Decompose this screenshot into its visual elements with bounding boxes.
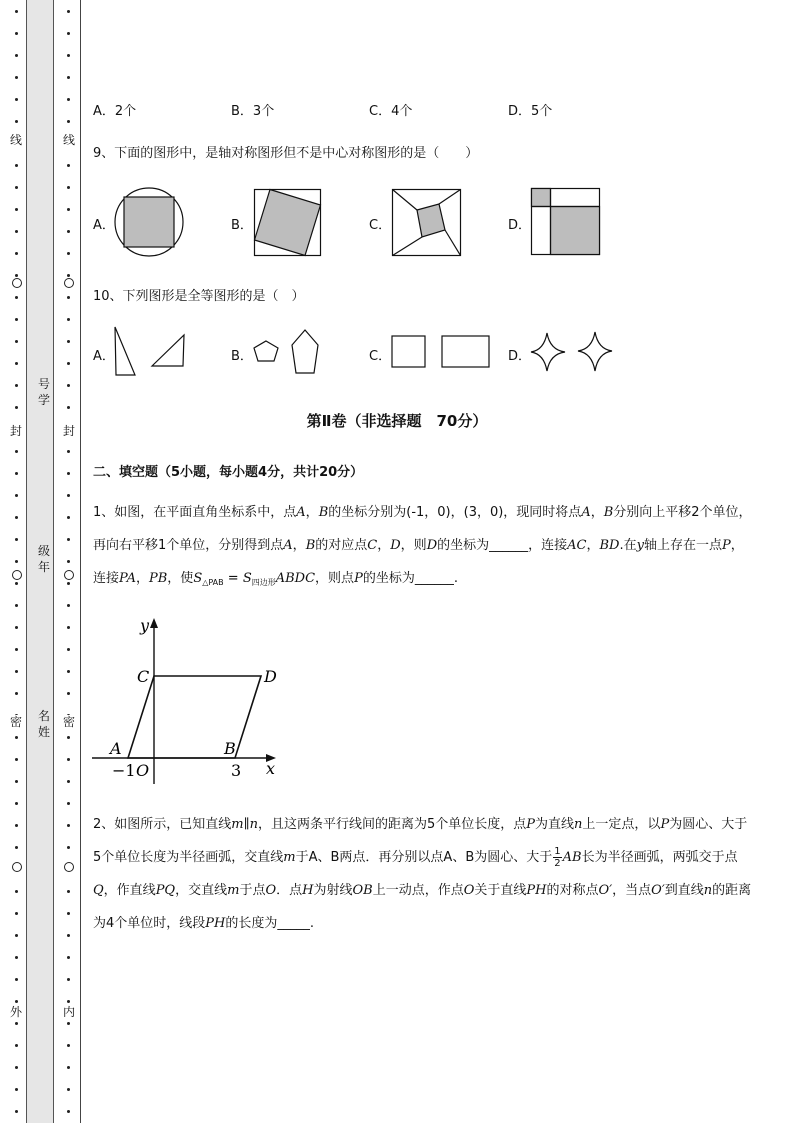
- margin-dot: [15, 736, 18, 739]
- q9-option-d-letter[interactable]: D．: [508, 218, 532, 233]
- margin-dot: [15, 978, 18, 981]
- margin-dot: [15, 76, 18, 79]
- margin-dot: [15, 252, 18, 255]
- q8-option-b[interactable]: B．3个: [231, 104, 275, 119]
- margin-dot: [15, 692, 18, 695]
- section-title: 第Ⅱ卷（非选择题 70分）: [306, 412, 488, 430]
- student-number-field: 号学: [37, 377, 50, 407]
- margin-dot: [15, 912, 18, 915]
- margin-rule: [80, 0, 81, 1123]
- margin-dot: [67, 1044, 70, 1047]
- margin-dot: [15, 1066, 18, 1069]
- circle-with-square-figure: [114, 187, 186, 259]
- label-o: O: [136, 761, 150, 780]
- margin-dot: [67, 626, 70, 629]
- margin-dot: [67, 472, 70, 475]
- inner-circle: [64, 570, 74, 580]
- q9-option-b-letter[interactable]: B．: [231, 218, 253, 233]
- q10-option-b-letter[interactable]: B．: [231, 349, 253, 364]
- margin-dot: [15, 824, 18, 827]
- margin-dot: [67, 208, 70, 211]
- q9-option-c-letter[interactable]: C．: [369, 218, 392, 233]
- inner-word-mi: 密: [59, 715, 79, 729]
- margin-dot: [15, 164, 18, 167]
- margin-dot: [67, 32, 70, 35]
- partitioned-rectangle-figure: [531, 188, 601, 256]
- margin-dot: [15, 1044, 18, 1047]
- margin-dot: [15, 10, 18, 13]
- margin-dot: [15, 230, 18, 233]
- margin-dot: [15, 406, 18, 409]
- inner-dot-column: [64, 0, 74, 1123]
- margin-dot: [15, 296, 18, 299]
- margin-dot: [15, 450, 18, 453]
- margin-dot: [67, 54, 70, 57]
- margin-dot: [67, 450, 70, 453]
- margin-dot: [15, 846, 18, 849]
- coordinate-figure: [88, 612, 288, 792]
- label-b: B: [224, 739, 236, 758]
- margin-dot: [67, 98, 70, 101]
- parallelogram-abdc: [128, 676, 261, 758]
- margin-dot: [67, 978, 70, 981]
- part-two-heading: 二、填空题（5小题，每小题4分，共计20分）: [93, 465, 364, 480]
- square-and-rectangle-figure: [391, 335, 493, 371]
- margin-dot: [67, 912, 70, 915]
- margin-dot: [67, 538, 70, 541]
- inner-circle: [64, 278, 74, 288]
- margin-dot: [15, 318, 18, 321]
- margin-dot: [15, 1022, 18, 1025]
- tick-3: 3: [231, 761, 242, 780]
- q9-option-a-letter[interactable]: A．: [93, 218, 115, 233]
- margin-dot: [15, 186, 18, 189]
- margin-dot: [67, 846, 70, 849]
- pinwheel-square-figure: [392, 189, 462, 257]
- margin-dot: [15, 1000, 18, 1003]
- q8-option-c[interactable]: C．4个: [369, 104, 413, 119]
- q8-option-a[interactable]: A．2个: [93, 104, 137, 119]
- margin-dot: [67, 76, 70, 79]
- outer-circle: [12, 278, 22, 288]
- q10-option-a-letter[interactable]: A．: [93, 349, 115, 364]
- name-field: 名姓: [37, 709, 50, 739]
- margin-dot: [15, 956, 18, 959]
- inner-word-xian: 线: [59, 133, 79, 147]
- margin-dot: [15, 494, 18, 497]
- inner-word-nei: 内: [59, 1005, 79, 1019]
- margin-dot: [15, 934, 18, 937]
- margin-dot: [67, 318, 70, 321]
- margin-dot: [15, 1088, 18, 1091]
- q8-option-d[interactable]: D．5个: [508, 104, 553, 119]
- two-triangles-figure: [113, 326, 188, 378]
- margin-dot: [15, 98, 18, 101]
- margin-dot: [15, 648, 18, 651]
- q10-option-c-letter[interactable]: C．: [369, 349, 392, 364]
- margin-dot: [67, 186, 70, 189]
- margin-dot: [15, 208, 18, 211]
- two-four-point-stars-figure: [530, 331, 614, 375]
- margin-dot: [67, 824, 70, 827]
- label-a: A: [110, 739, 122, 758]
- margin-dot: [15, 582, 18, 585]
- margin-dot: [67, 1000, 70, 1003]
- margin-dot: [67, 934, 70, 937]
- margin-dot: [67, 494, 70, 497]
- margin-dot: [15, 780, 18, 783]
- margin-dot: [15, 362, 18, 365]
- margin-dot: [67, 560, 70, 563]
- margin-dot: [67, 362, 70, 365]
- outer-circle: [12, 570, 22, 580]
- margin-dot: [67, 758, 70, 761]
- rotated-square-in-square-figure: [254, 189, 322, 257]
- inner-circle: [64, 862, 74, 872]
- label-y: y: [140, 616, 150, 635]
- outer-dot-column: [12, 0, 22, 1123]
- margin-dot: [67, 230, 70, 233]
- grade-field: 级年: [37, 544, 50, 574]
- outer-circle: [12, 862, 22, 872]
- margin-dot: [15, 1110, 18, 1113]
- margin-dot: [67, 736, 70, 739]
- margin-dot: [67, 274, 70, 277]
- margin-dot: [67, 1088, 70, 1091]
- margin-dot: [15, 670, 18, 673]
- margin-dot: [15, 560, 18, 563]
- margin-dot: [15, 626, 18, 629]
- margin-dot: [67, 10, 70, 13]
- margin-dot: [15, 32, 18, 35]
- fill-question-1: 1、如图，在平面直角坐标系中，点A，B的坐标分别为(-1，0)，(3，0)，现同时将点A，B分别向上平移2个单位，再向右平移1个单位，分别得到点A，B的对应点C，D，则D的坐标为______，连接AC，BD.在y轴上存在一点P，连接PA，PB，使$S_{\triangle PAB}$ = $S_{四边形}ABDC$，则点P的坐标为______.: [93, 505, 752, 587]
- two-pentagons-figure: [253, 328, 323, 376]
- q10-stem: 10、下列图形是全等图形的是（ ）: [93, 289, 305, 304]
- margin-dot: [15, 340, 18, 343]
- margin-dot: [67, 648, 70, 651]
- outer-word-feng: 封: [6, 424, 26, 438]
- margin-dot: [15, 890, 18, 893]
- margin-dot: [15, 472, 18, 475]
- fraction-one-half: $\frac{1}{2}$: [554, 846, 561, 869]
- margin-dot: [15, 604, 18, 607]
- outer-word-mi: 密: [6, 715, 26, 729]
- margin-dot: [15, 802, 18, 805]
- q10-option-d-letter[interactable]: D．: [508, 349, 532, 364]
- margin-dot: [67, 1066, 70, 1069]
- margin-dot: [67, 406, 70, 409]
- margin-dot: [67, 164, 70, 167]
- margin-dot: [15, 120, 18, 123]
- margin-dot: [67, 890, 70, 893]
- margin-dot: [67, 516, 70, 519]
- margin-dot: [67, 1022, 70, 1025]
- margin-dot: [67, 802, 70, 805]
- margin-dot: [67, 340, 70, 343]
- label-c: C: [137, 667, 150, 686]
- margin-dot: [15, 274, 18, 277]
- outer-word-wai: 外: [6, 1005, 26, 1019]
- margin-dot: [15, 538, 18, 541]
- margin-dot: [15, 516, 18, 519]
- margin-dot: [15, 758, 18, 761]
- outer-word-xian: 线: [6, 133, 26, 147]
- tick-minus-1: −1: [112, 761, 136, 780]
- margin-dot: [67, 252, 70, 255]
- margin-dot: [67, 956, 70, 959]
- label-x: x: [266, 759, 276, 778]
- y-axis-arrow: [150, 618, 158, 628]
- margin-dot: [67, 670, 70, 673]
- label-d: D: [264, 667, 277, 686]
- margin-dot: [67, 296, 70, 299]
- margin-dot: [67, 780, 70, 783]
- margin-dot: [67, 120, 70, 123]
- q9-stem: 9、下面的图形中，是轴对称图形但不是中心对称图形的是（ ）: [93, 146, 479, 161]
- margin-dot: [15, 384, 18, 387]
- margin-dot: [67, 692, 70, 695]
- margin-dot: [67, 582, 70, 585]
- margin-dot: [15, 54, 18, 57]
- fill-question-2: 2、如图所示，已知直线m∥n，且这两条平行线间的距离为5个单位长度，点P为直线n上一定点，以P为圆心、大于5个单位长度为半径画弧，交直线m于A、B两点．再分别以点A、B为圆心、大于 $\frac{1}{2}$ AB长为半径画弧，两弧交于点Q，作直线PQ，交直线m于点O．点H为射线OB上一动点，作点O关于直线PH的对称点O′，当点O′到直线n的距离为4个单位时，线段PH的长度为_____.: [93, 817, 752, 931]
- margin-dot: [67, 1110, 70, 1113]
- margin-dot: [67, 384, 70, 387]
- margin-dot: [67, 604, 70, 607]
- inner-word-feng: 封: [59, 424, 79, 438]
